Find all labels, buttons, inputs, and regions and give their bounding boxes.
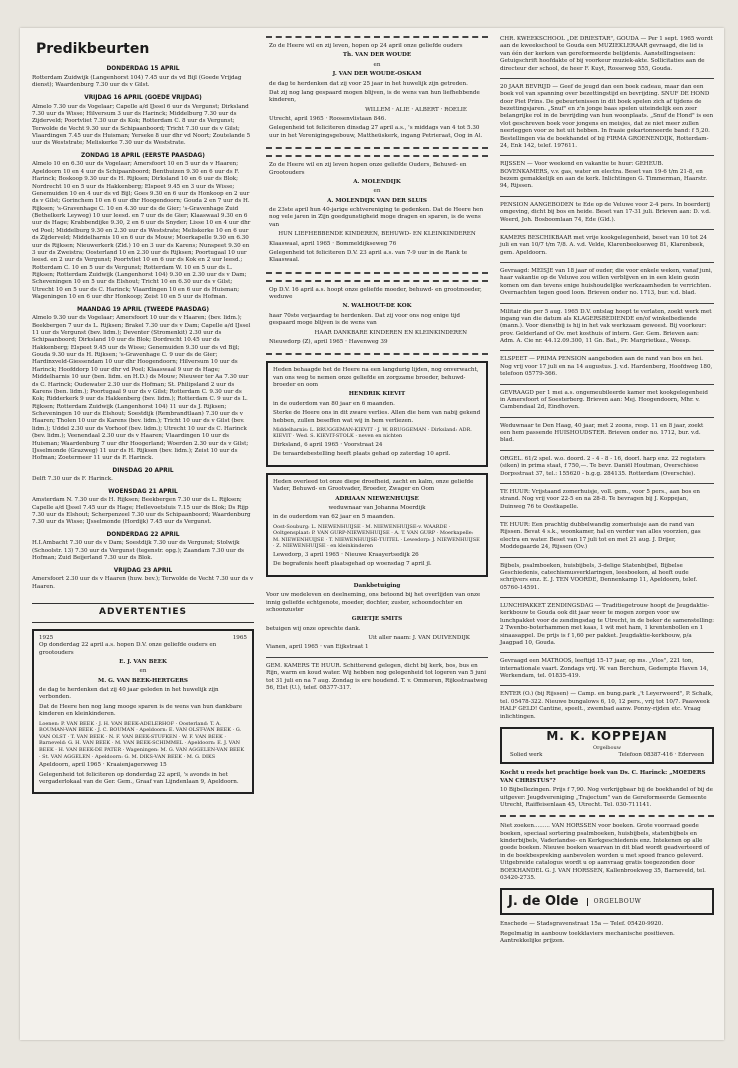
service-list: Amersfoort 2.30 uur ds v Haaren (huw. bev.); Terwolde de Vecht 7.30 uur ds v Haaren.: [32, 576, 254, 590]
ad-signatures: HUN LIEFHEBBENDE KINDEREN, BEHUWD- EN KLEINKINDEREN: [278, 231, 476, 238]
day-heading: DONDERDAG 22 APRIL: [106, 531, 180, 538]
divider: [500, 597, 714, 598]
service-list: Delft 7.30 uur ds F. Harinck.: [32, 476, 113, 483]
divider: [500, 815, 714, 817]
divider: [500, 229, 714, 230]
day-heading: ZONDAG 18 APRIL (EERSTE PAASDAG): [81, 152, 205, 159]
ad-name: ADRIAAN NIEWENHUIJSE: [335, 495, 419, 502]
service-list: Almelo 9.30 uur ds Vogelaar; Amersfoort 10 uur ds v Haaren; (bev. lidm.); Beekbergen 7 uur ds L. Rijksen; Brakel 7.30 uur ds v Dam; Capelle a/d IJssel 11 uur ds Vergunst (bev. lidm.); Deventer (Stromenkit) 2.30 uur ds Schipaanboord; Dirksland 10 uur ds Blok; Dordrecht 10.45 uur ds Hakkenberg; Elspeet 9.45 uur ds Wisse; Genemuiden 9.30 uur ds vd Bijl; Gouda 9.30 uur ds H. Rijksen; 's-Gravenhage C. 9 uur ds de Gier; Hardinxveld-Giessendam 10 uur dhr Hoogendoorn; Hilversum 10 uur ds Harinck; Hoofddorp 10 uur dhr vd Poel; Klaaswaal 9 uur ds Hage; Middelharnis 10 uur (ben. lidm. en H.D.) ds Mouw; Nieuwer ter Aa 7.30 uur ds C. Harinck; Oudewater 2.30 uur ds Hofman; St. Philipsland 2 uur ds Karens (ben. lidm.); Poortugaal 9 uur ds v Gilst; Rotterdam C. 9.30 uur ds Kok; Ridderkerk 9 uur ds Hakkenberg (bev. lidm.); Rotterdam C. 9 uur ds L. Rijksen; Rotterdam Zuidwijk (Langenhorst 104) 11 uur ds J. Rijksen; Scheveningen 10 uur ds Elshout; Soestdijk (Rembrandtlaan) 7.30 uur ds v Haaren; Tholen 10 uur ds Karens (bev. lidm.); Tricht 10 uur ds v Gilst (bev. lidm.); Uddel 2.30 uur ds Vorhoof (bev. lidm.); Utrecht 10 uur ds C. Harinck (bev. lidm.); Veenendaal 2.30 uur ds v Haaren; Vlaardingen 10 uur ds Huisman; Waardenburg 7 uur dhr Hoogerland; Woerden 2.30 uur ds v Gilst; IJsselmonde (Grazweg) 11 uur ds H. Rijksen (bev. lidm.); Zeist 10 uur ds Hofman; Zoetermeer 11 uur ds F. Harinck.: [32, 315, 251, 462]
ad-text: betuigen wij onze oprechte dank.: [266, 625, 361, 632]
koppejan-phone: Telefoon 08387-416 · Ederveen: [618, 752, 704, 759]
divider: [500, 262, 714, 263]
ad-text: in de ouderdom van 80 jaar en 6 maanden.: [273, 400, 395, 407]
ad-name: HENDRIK KIEVIT: [348, 391, 406, 398]
year-start: 1925: [39, 634, 54, 641]
page-title: Predikbeurten: [36, 41, 150, 57]
divider: [500, 417, 714, 418]
classified-rooms: GEM. KAMERS TE HUUR. Schitterend gelegen, dicht bij kerk, bos, bus en Rijn, warm en koud water. Wij hebben nog gelegenheid tot logeren van 5 juni tot 31 juli en na 7 aug. Zondag is ere houdend. T. v. Ommeren, Rijksstraatweg 56, Elst (U.), telef. 08377-317.: [266, 662, 488, 691]
divider: [500, 557, 714, 558]
koppejan-orgelbouw-ad: [500, 727, 714, 765]
day-heading: WOENSDAG 21 APRIL: [108, 488, 178, 495]
classified-ad: LUNCHPAKKET ZENDINGSDAG — Traditiegetrouw hoopt de Jeugdaktie-kerkbouw te Gouda ook dit jaar weer te mogen zorgen voor uw lunchpakket voor de zendingsdag te Utrecht, in de beker de samenstelling: 2 Twenbo-boterhammen met kaas, 1 wit met ham, 1 krentenbollen en 1 sinaasappel. De prijs is f 1,60 per pakket. Jeugdaktie-kerkbouw, p/a Jaagpad 10, Gouda.: [500, 603, 714, 646]
day-heading: VRIJDAG 23 APRIL: [113, 567, 173, 574]
ad-text: in de ouderdom van 62 jaar en 5 maanden.: [273, 514, 395, 521]
ad-text: haar 70ste verjaardag te herdenken. Dat zij voor ons nog enige tijd gespaard moge blijven is de wens van: [269, 312, 460, 327]
ad-name: A. MOLENDIJK: [353, 178, 401, 185]
classified-ad: Gevraagd een MATROOS, leeftijd 15-17 jaar, op ms. „Vlos", 221 ton, internationale vaart. Zondags vrij. W. van Berchum, Gedempte Haven 14, Werkendam, tel. 01835-419.: [500, 658, 709, 679]
classified-ad: ENTER (O.) (bij Rijssen) — Camp. en bung.park „'t Leyerweerd", P. Schalk, tel. 05478-322. Nieuwe bungalows 6, 10, 12 pers., vrij tot 10/7. Paasweek HALF GELD! Cantine, speelt., zwembad aanw. Ponny-rijden etc. Vraag inlichtingen.: [500, 691, 713, 720]
column-middle: [266, 36, 488, 694]
ad-name: M. G. VAN BEEK-HERTGERS: [98, 677, 188, 684]
family-list: Loenen: P. VAN BEEK · J. H. VAN BEEK-ADELERHOF · Oosterland: T. A. BOUMAN-VAN BEEK · J. C. BOUMAN · Apeldoorn: E. VAN OLST-VAN BEEK · G. VAN OLST · T. VAN BEEK · N. F. VAN BEEK-STUFKEN · W. F. VAN BEEK · Barneveld: G. H. VAN BEEK · M. VAN BEEK-SCHIMMEL · Apeldoorn: E. J. VAN BEEK · H. VAN BEEK-DE PATER · Wageningen: M. G. VAN AGGELEN-VAN BEEK · St. VAN AGGELEN · Apeldoorn: G. M. DIKS-VAN BEEK · M. G. DIKS: [39, 720, 245, 760]
service-list: Almelo 10 en 6.30 uur ds Vogelaar; Amersfoort 10 en 5 uur ds v Haaren; Apeldoorn 10 en 4 uur ds Schipaanboord; Benthuizen 9.30 en 6 uur ds F. Harinck; Boskoop 9.30 uur ds H. Rijksen; Dirksland 10 en 6 uur ds Blok; Nordrecht 10 en 5 uur ds Hakkenberg; Elspeet 9.45 en 3 uur ds Wisse; Genemuiden 10 en 4 uur ds vd Bijl; Goes 9.30 en 6 uur ds Honkoop en 2 uur ds v Gilst; Gorinchem 10 en 6 uur dhr Hoogendoorn; Gouda 2 en 7 uur ds H. Rijksen; 's-Gravenhage C. 10 en 4.30 uur ds de Gier; 's-Gravenhage Zuid (Bethelkerk Leyweg) 10 uur leesd. en 7 uur ds de Gier; Klaaswaal 9.30 en 6 uur ds Hage; Krabbendijke 9.30, 2 en 6 uur ds Snyder; Lisse 10 en 4 uur dhr vd Poel; Middelburg 9.30 en 2.30 uur ds Weststrate; Meliskerke 10 en 6 uur ds Zijderveld; Middelharnis 10 en 6 uur ds Mouw; Moerkapelle 9.30 en 6.30 uur ds Rijksen; Nieuwerkerk (Zld.) 10 en 3 uur ds Karens; Nunspeet 9.30 en 3 uur ds Zweistra; Oosterland 10 en 2.30 uur ds Rijksen; Poortugaal 10 uur leesd. en 2 uur ds Vergunst; Poortvliet 10 en 6 uur ds Kok en 2 uur leesd.; Rotterdam C. 10 en 5 uur ds Vergunst; Rotterdam W. 10 en 5 uur ds L. Rijksen; Rotterdam Zuidwijk (Langenhorst 104) 9.30 en 2.30 uur ds v Dam; Scheveningen 10 en 5 uur ds Elshout; Tricht 10 en 6.30 uur ds v Gilst; Utrecht 10 en 5 uur ds C. Harinck; Vlaardingen 10 en 6 uur ds Huisman; Wageningen 10 en 6 uur dhr Honkoop; Zeist 10 en 5 uur ds Hofman.: [32, 161, 251, 301]
classified-ad: Militair die per 5 aug. 1965 D.V. ontslag hoopt te verlaten, zoekt werk met ingang van die datum als KLAGERSBEDIENDE en/of winkelbediende (mann.). Voor dienstbij is hij in het vak werkzaam geweest. Bij voorkeur: prov. Gelderland of Ov. met kosthuis of intern. Ger. Gem. Brieven aan: Adm. A. Cie nr. 44.12.09.300, 11 Gn. Bat., Pr. Margrietkaz., Weesp.: [500, 308, 712, 344]
advertenties-heading: ADVERTENTIES: [32, 603, 254, 623]
classified-ad: 20 JAAR BEVRIJD — Geef de jeugd dan een boek cadeau, maar dan een boek vol van spanning over bezettingstijd en bevrijding. SNUF DE HOND door Piet Prins. De gebeurtenissen in dit boek spelen zich af tijdens de bezettingsjaren. „Snuf" en z'n jonge baas spelen uiteindelijk een zeer belangrijke rol in de bevrijding van hun woonplaats. „Snuf de Hond" is een vlot geschreven boek voor jongens en meisjes, dat ze niet meer zullen neerleggen voor ze het uit hebben. In fraaie gekartonneerde band: f 5,20. Bestellingen via de boekhandel of bij FIRMA GROENENDIJK, Rotterdam-24, Enk 142, telef. 197611.: [500, 83, 714, 149]
service-list: Almelo 7.30 uur ds Vogelaar; Capelle a/d IJssel 6 uur ds Vergunst; Dirksland 7.30 uur ds Wisse; Hilversum 3 uur ds Harinck; Middelburg 7.30 uur ds Zijderveld; Poortvliet 7.30 uur ds Kok; Rotterdam C. 8 uur ds Vergunst; Terwolde de Vecht 9.30 uur ds Schipaanboord; Tricht 7.30 uur ds v Gilst; Vlaardingen 7.45 uur ds Huisman; Yerseke 8 uur dhr vd Noort; Zoutelande 5 uur ds Weststrate; Meliskerke 7.30 uur ds Weststrate.: [32, 103, 251, 147]
year-end: 1965: [232, 634, 247, 641]
classified-ad: ELSPEET — PRIMA PENSION aangeboden aan de rand van bos en hei. Nog vrij voor 17 juli en na 14 augustus. J. v.d. Hardenberg, Hoofdweg 180, telefoon 05779-366.: [500, 356, 713, 378]
ad-text: en: [139, 668, 147, 675]
ad-text: Zo de Heere wil en zij leven hopen onze geliefde Ouders, Behuwd- en Grootouders: [269, 162, 467, 176]
de-olde-text: Regelmatig in aanbouw toekklaviers mechanische positieven. Aantrekkelijke prijzen.: [500, 930, 675, 945]
classified-ad: TE HUUR: Vrijstaand zomerhuisje, voll. gem., voor 5 pers., aan bos en strand. Nog vrij voor 22-5 en na 28-8. Te bevragen bij J. Koppejan, Duinweg 76 te Oostkapelle.: [500, 488, 701, 510]
ad-text: de dag te herdenken dat zij 40 jaar geleden in het huwelijk zijn verbonden.: [39, 687, 219, 701]
day-heading: DONDERDAG 15 APRIL: [106, 66, 180, 73]
ad-text: Sterke de Heere ons in dit zware verlies. Allen die hem van nabij gekend hebben, zullen beseffen wat wij in hem verliezen.: [273, 410, 481, 424]
divider: [500, 350, 714, 351]
de-olde-logo: J. de Olde: [508, 894, 579, 910]
day-heading: DINSDAG 20 APRIL: [112, 467, 174, 474]
column-left: [32, 36, 254, 800]
divider: [500, 196, 714, 197]
ad-place: Utrecht, april 1965 · Roosenvlistaan 846.: [269, 116, 387, 122]
anniversary-ad-molendijk: [266, 155, 488, 274]
anniversary-ad-van-beek: [32, 629, 254, 794]
ad-text: Zo de Heere wil en zij leven, hopen op 24 april onze geliefde ouders: [269, 43, 463, 49]
book-ad-text: 10 Bijbellezingen. Prijs f 7,90. Nog verkrijgbaar bij de boekhandel of bij de uitgever: Jeugdvereniging „Trajectum" van de Gereformeerde Gemeente Utrecht, Raiffeisenlaan 45, Utrecht. Tel. 030-711141.: [500, 787, 713, 808]
ad-text: Heden overleed tot onze diepe droefheid, zacht en kalm, onze geliefde Vader, Behuwd- en Grootvader, Broeder, Zwager en Oom: [273, 478, 474, 493]
thanks-ad-smits: [266, 583, 488, 652]
classified-ad: GEVRAAGD per 1 mei a.s. ongemeubileerde kamer met kookgelegenheid in Amersfoort of Soesterberg. Brieven aan: Mej. Hoogendoorn, Mhr. v. Cambendaal 2d, Eindhoven.: [500, 389, 708, 411]
ad-signatures: HAAR DANKBARE KINDEREN EN KLEINKINDEREN: [314, 329, 467, 336]
ad-name: A. MOLENDIJK VAN DER SLUIS: [327, 197, 427, 204]
classified-ad: Weduwnaar te Den Haag, 40 jaar, met 2 zoons, resp. 11 en 8 jaar, zoekt een hem passende HUISHOUDSTER. Brieven onder no. 1712, bur. v.d. blad.: [500, 422, 704, 444]
de-olde-address: Enschede — Stadsgravenstraat 15a — Telef. 05420-9920.: [500, 921, 664, 928]
service-list: Rotterdam Zuidwijk (Langenhorst 104) 7.45 uur ds vd Bijl (Goede Vrijdag dienst); Waardenburg 7.30 uur ds v Gilst.: [32, 75, 242, 89]
ad-text: Op D.V. 16 april a.s. hoopt onze geliefde moeder, behuwd- en grootmoeder, weduwe: [269, 286, 482, 300]
de-olde-orgelbouw-ad: [500, 888, 714, 915]
day-heading: MAANDAG 19 APRIL (TWEEDE PAASDAG): [76, 306, 210, 313]
book-ad-heading: Kocht u reeds het prachtige boek van Ds. C. Harinck: „MOEDERS VAN CHRISTUS"?: [500, 770, 706, 784]
ad-place: Klaaswaal, april 1965 · Bommeldijkseweg 76: [269, 240, 397, 247]
family-list: Middelharnis: L. BRUGGEMAN-KIEVIT · J. W. BRUGGEMAN · Dirksland: ADR. KIEVIT · Wed. S. KIEVIT-STOLK · neven en nichten: [273, 426, 472, 440]
divider: [500, 483, 714, 484]
obituary-ad-niewenhuijse: [266, 473, 488, 577]
divider: [500, 685, 714, 686]
ad-name: GRIETJE SMITS: [351, 616, 403, 623]
bookshop-ad: Niet zoeken......... VAN HORSSEN voor boeken. Grote voorraad goede boeken, speciaal sortering psalmboeken, huisbijbels, statenbijbels en kinderbijbels, Vaderlandse- en Kerkgeschiedenis enz. Intekenen op alle goede boeken. Nieuwe boeken waarvan in dit blad wordt geadverteerd of in de boekbespreking aanbevolen worden u met spoed franco geleverd. Uitgebreide catalogus wordt u op aanvraag gratis toegezonden door BOEKHANDEL G. J. VAN HORSSEN, Kallenbroekweg 35, Barneveld, tel. 03420-2735.: [500, 823, 710, 881]
service-list: Amsterdam N. 7.30 uur ds H. Rijksen; Beekbergen 7.30 uur ds L. Rijksen; Capelle a/d IJssel 7.45 uur ds Hage; Hellevoetsluis 7.15 uur ds Blok; Ds Rijp 7.30 uur ds Elshout; Scherpenzeel 7.30 uur ds Schipaanboord; Waardenburg 7.30 uur ds Wisse; IJsselmonde (Hordijk) 7.45 uur ds Vergunst.: [32, 497, 251, 526]
ad-name: E. J. VAN BEEK: [119, 658, 167, 665]
classified-ad: TE HUUR: Een prachtig dubbelwandig zomerhuisje aan de rand van Rijssen. Bevat 4 s.k., woonkamer, hal en verder van alles voorzien, gas electra en water. Beset van 17 juli tot en met 21 aug. J. Drijer, Moddegaarde 24, Rijssen (Ov.): [500, 522, 701, 551]
divider: [500, 652, 714, 653]
ad-name: N. WALHOUT-DE KOK: [342, 303, 412, 310]
ad-text: Voor uw medeleven en deelneming, ons betoond bij het overlijden van onze innig geliefde echtgenote, moeder, dochter, zuster, schoondochter en schoonzuster: [266, 592, 481, 613]
divider: [500, 78, 714, 79]
ad-text: De begrafenis heeft plaatsgehad op woensdag 7 april jl.: [273, 561, 432, 568]
koppejan-logo: M. K. KOPPEJAN: [546, 728, 668, 743]
column-right: [500, 36, 714, 948]
ad-text: Gelegenheid tot feliciteren op donderdag 22 april, 's avonds in het vergaderlokaal van de Ger. Gem., Graaf van Lijndenlaan 9, Apeldoorn.: [39, 771, 239, 785]
divider: [500, 303, 714, 304]
family-list: Oost-Souburg: L. NIEWENHUIJSE · M. NIEWENHUIJSE-v. WAARDE · Ooltgensplaat: P. VAN GURP-NIEWENHUIJSE · A. T. VAN GURP · Moerkapelle: M. NIEWENHUIJSE · T. NIEWENHUIJSE-TUITEL · Lewedorp: J. NIEWENHUIJSE · Z. NIEWENHUIJSE · en kleinkinderen: [273, 523, 480, 550]
ad-text: Dat zij nog lang gespaard mogen blijven, is de wens van hun liefhebbende kinderen,: [269, 89, 480, 104]
classified-ad: KAMERS BESCHIKBAAR met vrije kookgelegenheid, beset van 10 tot 24 juli en van 10/7 t/m 7/8. A. v.d. Velde, Klarenbeekseweg 81, Klarenbeek, gem. Apeldoorn.: [500, 234, 707, 256]
ad-text: Gelegenheid tot feliciteren dinsdag 27 april a.s., 's middags van 4 tot 5.30 uur in het Verenigingsgebouw, Mattheüskerk, ingang Petrieraat, Oog in Al.: [269, 125, 483, 139]
divider: [500, 450, 714, 451]
ad-signatures: WILLEM · ALIE · ALBERT · ROELIE: [365, 106, 467, 113]
ad-place: Vianen, april 1965 · van Eijkstraat 1: [266, 644, 369, 651]
ad-text: Heden behaagde het de Heere na een langdurig lijden, nog onverwacht, van ons weg te nemen onze geliefde en zorgzame broeder, behuwd-broeder en oom: [273, 367, 479, 388]
divider: [266, 657, 488, 658]
newspaper-page: [20, 28, 724, 1040]
classified-ad: ORGEL. 61/2 spel. w.o. doord. 2 - 4 - 8 - 16, doorl. harp enz. 22 registers (siken) in prima staat, f 750,—. Te bevr. Daniël Houtman, Overschiese Dorpsstraat 37, tel.: 155620 - b.g.g. 284135. Rotterdam (Overschie).: [500, 455, 706, 477]
ad-place: Apeldoorn, april 1965 · Kraaienjagersweg 15: [39, 762, 167, 769]
de-olde-subtitle: ORGELBOUW: [587, 898, 642, 906]
ad-name: J. VAN DER WOUDE-OSKAM: [332, 71, 422, 78]
ad-text: Op donderdag 22 april a.s. hopen D.V. onze geliefde ouders en grootouders: [39, 642, 217, 656]
koppejan-subtitle: Orgelbouw: [593, 744, 621, 751]
ad-text: De teraardebestelling heeft plaats gehad op zaterdag 10 april.: [273, 451, 451, 458]
classified-ad: RIJSSEN — Voor weekend en vakantie te huur: GEHEUB. BOVENKAMERS, v.v. gas, water en electra. Beset van 19-6 t/m 21-8, en bezem gemakkelijk en aan de kerk. Inlichtingen G. Timmerman, Haarstr. 94, Rijssen.: [500, 161, 708, 190]
ad-text: de 23ste april hun 40-jarige echtvereniging te gedenken. Dat de Heere hen nog vele jaren in Zijn goedgunstigheid moge dragen en sparen, is de wens van: [269, 207, 484, 228]
ad-text: en: [373, 188, 381, 195]
ad-text: Dat de Heere hen nog lang mooge sparen is de wens van hun dankbare kinderen en kleinkinderen.: [39, 703, 243, 718]
anniversary-ad-van-der-woude: [266, 36, 488, 149]
ad-heading: Dankbetuiging: [353, 582, 401, 589]
obituary-ad-kievit: [266, 361, 488, 467]
ad-place: Dirksland, 6 april 1965 · Voorstraat 24: [273, 442, 383, 449]
divider: [500, 155, 714, 156]
divider: [500, 384, 714, 385]
ad-text: de dag te herdenken dat zij voor 25 jaar in het huwelijk zijn getreden.: [269, 80, 468, 87]
service-list: H.I.Ambacht 7.30 uur ds v Dam; Soestdijk 7.30 uur ds Vergunst; Stolwijk (Schoolstr. 13) 7.30 uur ds Vergunst (tegenstr. opg.); Zaandam 7.30 uur ds Hofman; Zuid Beijerland 7.30 uur ds Blok.: [32, 540, 245, 562]
divider: [500, 516, 714, 517]
classified-ad: CHR. KWEEKSCHOOL „DE DRIESTAR", GOUDA — Per 1 sept. 1965 wordt aan de kweekschool te Gouda een MUZIEKLERAAR gevraagd, die lid is van één der kerken van gereformeerde belijdenis. Aanstellingseisen: Getuigschrift hoofdakte of bij voorkeur muziek-akte. Sollicitaties aan de directeur der school, de heer F. Kuyt, Rosseweg 555, Gouda.: [500, 36, 713, 72]
ad-signatures: Uit aller naam: J. VAN DUIVENDIJK: [368, 635, 470, 642]
ad-name: Th. VAN DER WOUDE: [342, 52, 412, 59]
ad-text: weduwnaar van Johanna Moerdijk: [328, 504, 426, 511]
ad-text: en: [373, 61, 381, 68]
birthday-ad-walhout: [266, 280, 488, 356]
ad-place: Nieuwdorp (Z), april 1965 · Havenweg 39: [269, 338, 388, 345]
koppejan-slogan: Solied werk: [510, 752, 543, 759]
classified-ad: Bijbels, psalmboeken, huisbijbels, 3-delige Statenbijbel, Bijbelse Geschiedenis, catechismusverklaringen, leesboeken, al heeft oude schrijvers enz. E. J. TEN VOORDE, Dennenkamp 11, Apeldoorn, telef. 05760-14591.: [500, 562, 698, 591]
classified-ad: PENSION AANGEBODEN te Ede op de Veluwe voor 2-4 pers. In boerderij omgeving, dicht bij bos en heide. Beset van 17-31 juli. Brieven aan: D. v.d. Weerd, Joh. Bosboomlaan 74, Ede (Gld.).: [500, 201, 711, 223]
ad-text: Gelegenheid tot feliciteren D.V. 23 april a.s. van 7-9 uur in de Rank te Klaaswaal.: [269, 249, 468, 264]
classified-ad: Gevraagd: MEISJE van 18 jaar of ouder, die voor enkele weken, vanaf juni, haar vakantie op de Veluwe zou willen verblijven en in een klein gezin komen om dan tevens enige huishoudelijke werkzaamheden te verrichten. Overnachten tegen goed loon. Brieven onder no. 1713, bur. v.d. blad.: [500, 268, 713, 297]
ad-place: Lewedorp, 3 april 1965 · Nieuwe Kraayertsedijk 26: [273, 552, 419, 559]
day-heading: VRIJDAG 16 APRIL (GOEDE VRIJDAG): [84, 94, 202, 101]
